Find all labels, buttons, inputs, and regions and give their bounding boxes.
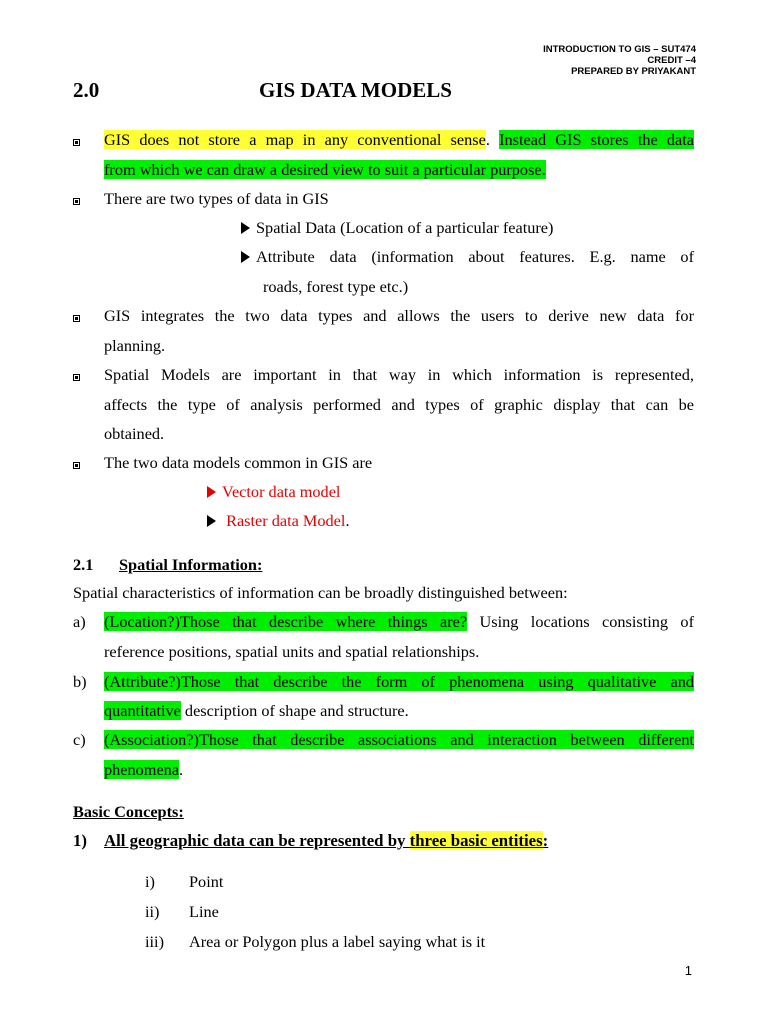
bullet-icon <box>73 462 80 469</box>
sub-bullet-raster: Raster data Model. <box>207 511 350 531</box>
arrow-right-icon <box>207 486 216 498</box>
item-a-line-1: (Location?)Those that describe where things are? Using locations consisting of <box>104 612 694 631</box>
bullet-1-line-2: from which we can draw a desired view to suit a particular purpose. <box>104 160 546 179</box>
bullet-icon <box>73 198 80 205</box>
item-c-label: c) <box>73 730 86 749</box>
item-a-line-2: reference positions, spatial units and spatial relationships. <box>104 642 480 661</box>
section-title: Spatial Information: <box>119 555 263 574</box>
entity-num: iii) <box>145 932 164 951</box>
bullet-3-line-1: GIS integrates the two data types and allows the users to derive new data for <box>104 306 694 325</box>
entity-num: i) <box>145 872 155 891</box>
bullet-2: There are two types of data in GIS <box>104 189 329 208</box>
sub-bullet-attribute: Attribute data (information about features. E.g. name of <box>241 247 694 267</box>
arrow-right-icon <box>241 251 250 263</box>
header-author: PREPARED BY PRIYAKANT <box>571 66 696 77</box>
header-credit: CREDIT –4 <box>647 55 696 66</box>
entity-label: Area or Polygon plus a label saying what is it <box>189 932 486 951</box>
sub-bullet-vector: Vector data model <box>207 482 340 502</box>
bullet-5: The two data models common in GIS are <box>104 453 373 472</box>
bullet-icon <box>73 315 80 322</box>
bullet-icon <box>73 139 80 146</box>
basic-item-1-num: 1) <box>73 831 87 850</box>
page-number: 1 <box>684 963 692 978</box>
page-title: GIS DATA MODELS <box>259 78 452 102</box>
entity-label: Point <box>189 872 224 891</box>
bullet-3-line-2: planning. <box>104 336 166 355</box>
bullet-1-line-1: GIS does not store a map in any conventional sense. Instead GIS stores the data <box>104 130 694 149</box>
item-b-line-1: (Attribute?)Those that describe the form of phenomena using qualitative and <box>104 672 694 691</box>
basic-item-1: All geographic data can be represented by three basic entities: <box>104 831 549 850</box>
arrow-right-icon <box>241 222 250 234</box>
bullet-4-line-3: obtained. <box>104 424 165 443</box>
title-number: 2.0 <box>73 78 100 102</box>
bullet-icon <box>73 374 80 381</box>
header-course: INTRODUCTION TO GIS – SUT474 <box>543 44 696 55</box>
entity-num: ii) <box>145 902 160 921</box>
basic-concepts-heading: Basic Concepts: <box>73 802 184 821</box>
item-c-line-2: phenomena. <box>104 760 184 779</box>
item-b-label: b) <box>73 672 87 691</box>
doc-header <box>543 44 696 77</box>
sub-bullet-spatial: Spatial Data (Location of a particular feature) <box>241 218 553 238</box>
item-c-line-1: (Association?)Those that describe associations and interaction between different <box>104 730 694 749</box>
section-number: 2.1 <box>73 555 94 574</box>
bullet-4-line-1: Spatial Models are important in that way in which information is represented, <box>104 365 694 384</box>
entity-label: Line <box>189 902 219 921</box>
sub-bullet-attribute-cont: roads, forest type etc.) <box>263 277 409 296</box>
item-a-label: a) <box>73 612 86 631</box>
arrow-right-icon <box>207 515 216 527</box>
item-b-line-2: quantitative description of shape and structure. <box>104 701 409 720</box>
bullet-4-line-2: affects the type of analysis performed and types of graphic display that can be <box>104 395 694 414</box>
section-intro: Spatial characteristics of information can be broadly distinguished between: <box>73 583 568 602</box>
